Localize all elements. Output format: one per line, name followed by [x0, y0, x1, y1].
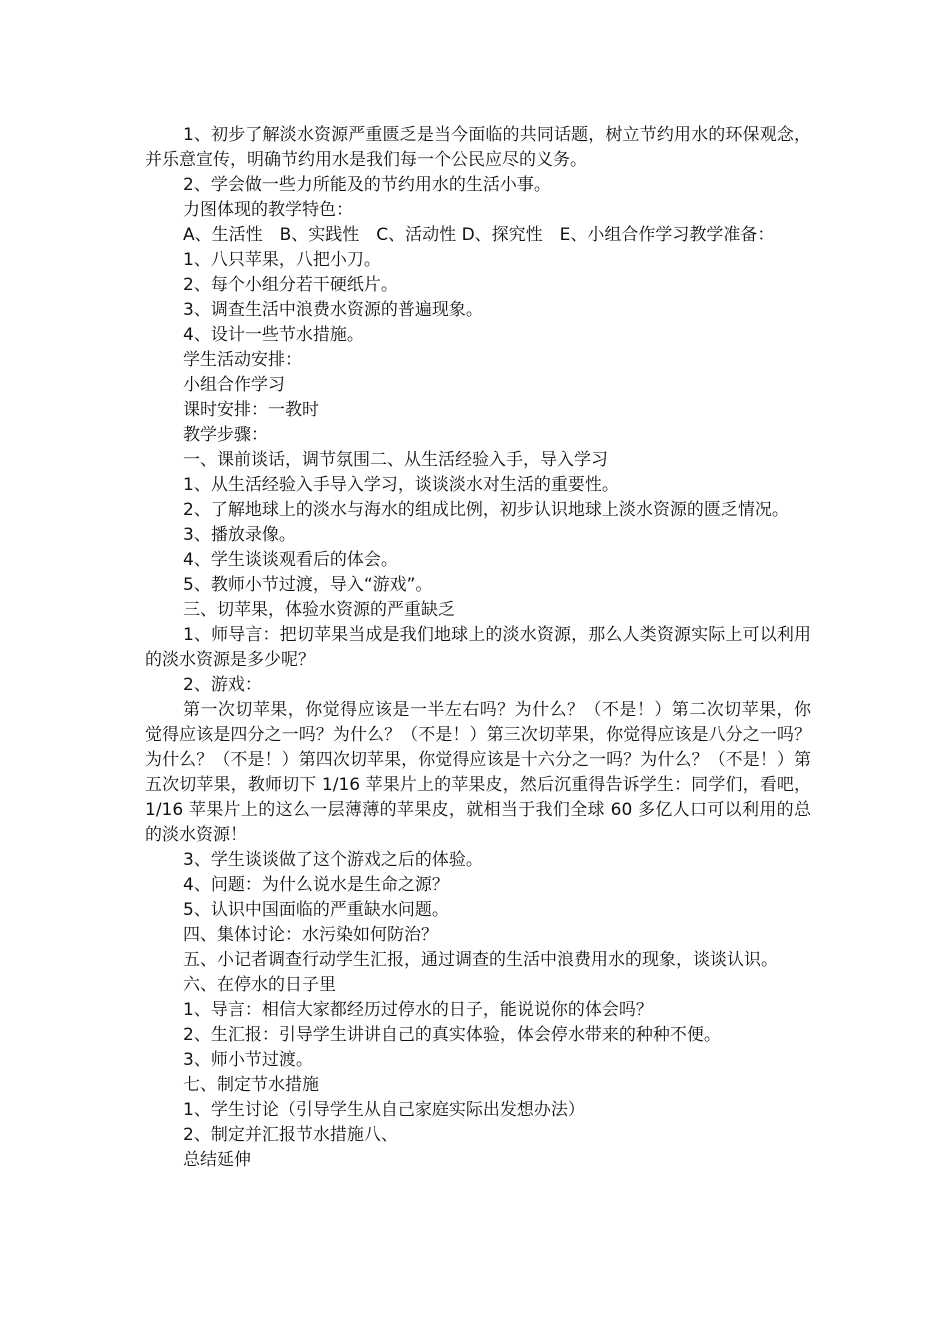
paragraph: 小组合作学习	[183, 375, 285, 395]
paragraph: 四、集体讨论：水污染如何防治？	[183, 925, 438, 945]
paragraph: 第一次切苹果，你觉得应该是一半左右吗？为什么？（不是！）第二次切苹果，你觉得应该是四分之一吗？为什么？（不是！）第三次切苹果，你觉得应该是八分之一吗？为什么？（不是！）第四次切苹果，你觉得应该是十六分之一吗？为什么？（不是！）第五次切苹果，教师切下 1/16 苹果片上的苹果皮，然后沉重得告诉学生：同学们，看吧，1/16 苹果片上的这么一层薄薄的苹果皮，就相当于我们全球 60 多亿人口可以利用的总的淡水资源！	[145, 700, 811, 845]
paragraph: 1、八只苹果，八把小刀。	[183, 250, 381, 270]
paragraph: 学生活动安排：	[183, 350, 302, 370]
paragraph: 1、学生讨论（引导学生从自己家庭实际出发想办法）	[183, 1100, 585, 1120]
paragraph: 3、师小节过渡。	[183, 1050, 313, 1070]
paragraph: 4、问题：为什么说水是生命之源？	[183, 875, 449, 895]
paragraph: 1、导言：相信大家都经历过停水的日子，能说说你的体会吗？	[183, 1000, 653, 1020]
paragraph: 3、播放录像。	[183, 525, 296, 545]
paragraph: 2、每个小组分若干硬纸片。	[183, 275, 398, 295]
document-body	[145, 123, 811, 1173]
paragraph: 1、初步了解淡水资源严重匮乏是当今面临的共同话题，树立节约用水的环保观念，并乐意宣传，明确节约用水是我们每一个公民应尽的义务。	[145, 125, 811, 170]
paragraph: 三、切苹果，体验水资源的严重缺乏	[183, 600, 455, 620]
paragraph: 力图体现的教学特色：	[183, 200, 353, 220]
paragraph: 七、制定节水措施	[183, 1075, 319, 1095]
paragraph: 5、认识中国面临的严重缺水问题。	[183, 900, 449, 920]
paragraph: 1、师导言：把切苹果当成是我们地球上的淡水资源，那么人类资源实际上可以利用的淡水资源是多少呢？	[145, 625, 811, 670]
paragraph: 教学步骤：	[183, 425, 268, 445]
paragraph: 2、制定并汇报节水措施八、	[183, 1125, 398, 1145]
paragraph: 一、课前谈话，调节氛围二、从生活经验入手，导入学习	[183, 450, 608, 470]
paragraph: 1、从生活经验入手导入学习，谈谈淡水对生活的重要性。	[183, 475, 619, 495]
paragraph: 2、生汇报：引导学生讲讲自己的真实体验，体会停水带来的种种不便。	[183, 1025, 721, 1045]
paragraph: 2、学会做一些力所能及的节约用水的生活小事。	[183, 175, 551, 195]
paragraph: 六、在停水的日子里	[183, 975, 336, 995]
paragraph: 2、游戏：	[183, 675, 262, 695]
paragraph: 总结延伸	[183, 1150, 251, 1170]
paragraph: A、生活性 B、实践性 C、活动性 D、探究性 E、小组合作学习教学准备：	[183, 225, 775, 245]
paragraph: 5、教师小节过渡，导入“游戏”。	[183, 575, 433, 595]
paragraph: 课时安排：一教时	[183, 400, 319, 420]
paragraph: 4、学生谈谈观看后的体会。	[183, 550, 398, 570]
paragraph: 2、了解地球上的淡水与海水的组成比例，初步认识地球上淡水资源的匮乏情况。	[183, 500, 789, 520]
paragraph: 3、学生谈谈做了这个游戏之后的体验。	[183, 850, 483, 870]
paragraph: 3、调查生活中浪费水资源的普遍现象。	[183, 300, 483, 320]
paragraph: 五、小记者调查行动学生汇报，通过调查的生活中浪费用水的现象，谈谈认识。	[183, 950, 778, 970]
paragraph: 4、设计一些节水措施。	[183, 325, 364, 345]
